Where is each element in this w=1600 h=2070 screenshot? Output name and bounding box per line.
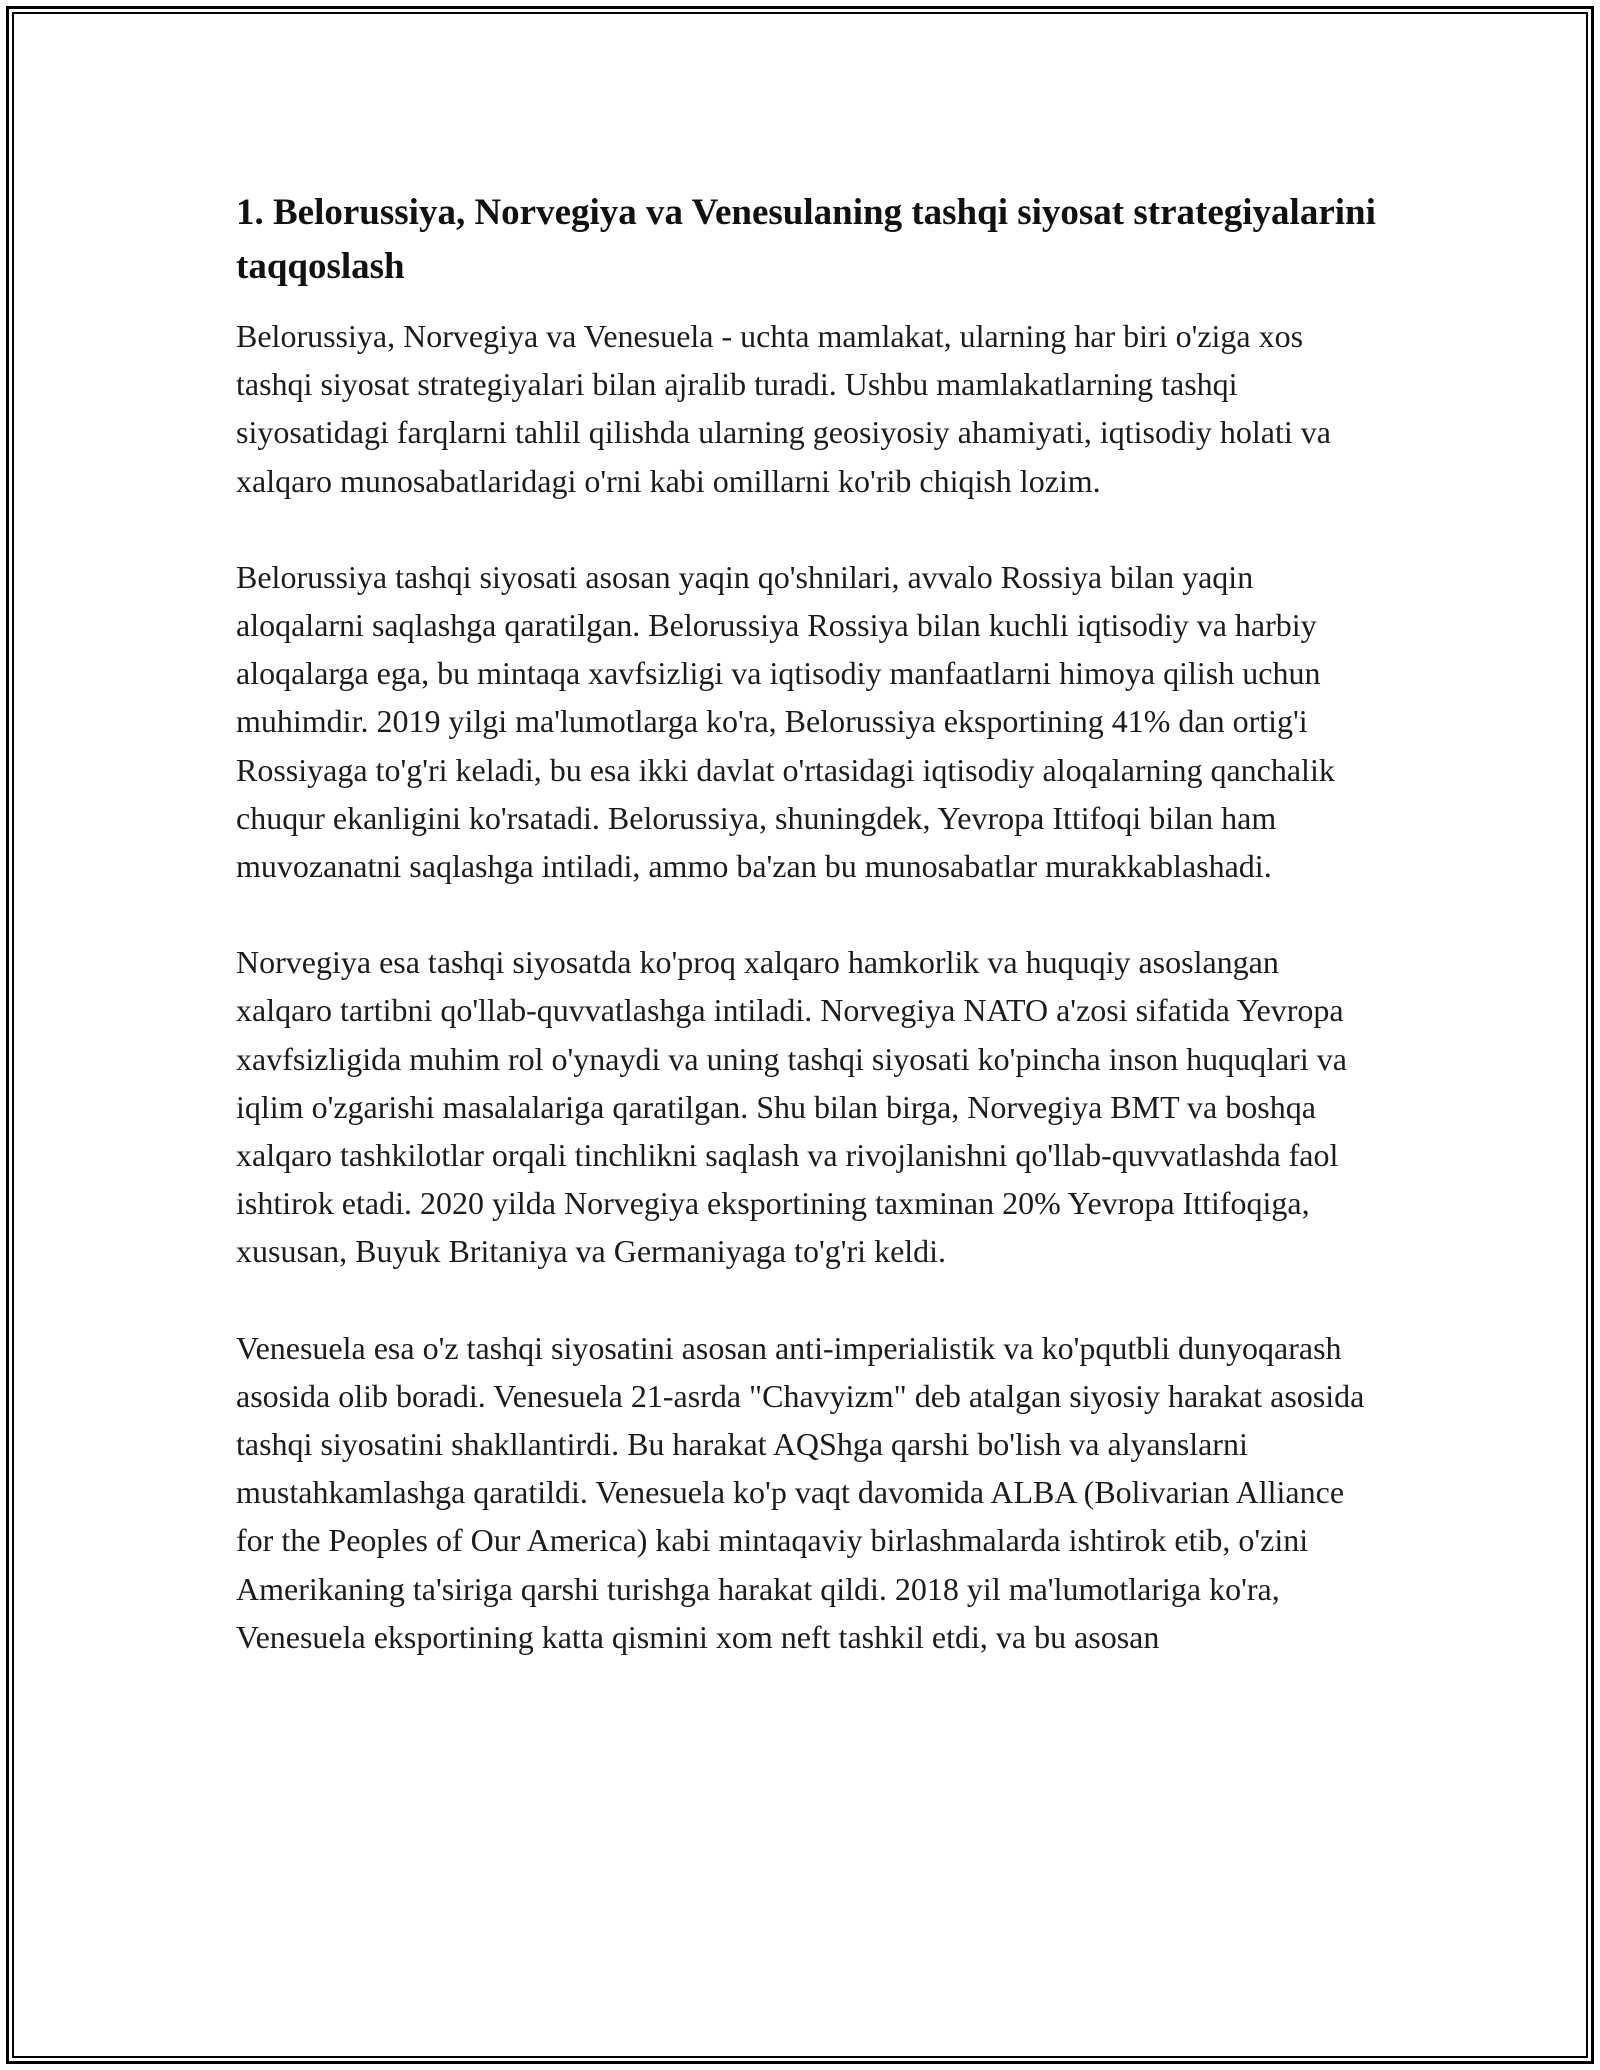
paragraph-venezuela: Venesuela esa o'z tashqi siyosatini asosan anti-imperialistik va ko'pqutbli dunyoqarash asosida olib boradi. Venesuela 21-asrda "Chavyizm" deb atalgan siyosiy harakat asosida tashqi siyosatini shakllantirdi. Bu harakat AQShga qarshi bo'lish va alyanslarni mustahkamlashga qaratildi. Venesuela ko'p vaqt davomida ALBA (Bolivarian Alliance for the Peoples of Our America) kabi mintaqaviy birlashmalarda ishtirok etib, o'zini Amerikaning ta'siriga qarshi turishga harakat qildi. 2018 yil ma'lumotlariga ko'ra, Venesuela eksportining katta qismini xom neft tashkil etdi, va bu asosan <box>236 1329 1365 1655</box>
document-body <box>236 186 1376 1661</box>
paragraph-intro: Belorussiya, Norvegiya va Venesuela - uchta mamlakat, ularning har biri o'ziga xos tashqi siyosat strategiyalari bilan ajralib turadi. Ushbu mamlakatlarning tashqi siyosatidagi farqlarni tahlil qilishda ularning geosiyosiy ahamiyati, iqtisodiy holati va xalqaro munosabatlaridagi o'rni kabi omillarni ko'rib chiqish lozim. <box>236 318 1331 499</box>
paragraph-norway: Norvegiya esa tashqi siyosatda ko'proq xalqaro hamkorlik va huquqiy asoslangan xalqaro tartibni qo'llab-quvvatlashga intiladi. Norvegiya NATO a'zosi sifatida Yevropa xavfsizligida muhim rol o'ynaydi va uning tashqi siyosati ko'pincha inson huquqlari va iqlim o'zgarishi masalalariga qaratilgan. Shu bilan birga, Norvegiya BMT va boshqa xalqaro tashkilotlar orqali tinchlikni saqlash va rivojlanishni qo'llab-quvvatlashda faol ishtirok etadi. 2020 yilda Norvegiya eksportining taxminan 20% Yevropa Ittifoqiga, xususan, Buyuk Britaniya va Germaniyaga to'g'ri keldi. <box>236 944 1347 1270</box>
paragraph-belarus: Belorussiya tashqi siyosati asosan yaqin qo'shnilari, avvalo Rossiya bilan yaqin aloqalarni saqlashga qaratilgan. Belorussiya Rossiya bilan kuchli iqtisodiy va harbiy aloqalarga ega, bu mintaqa xavfsizligi va iqtisodiy manfaatlarni himoya qilish uchun muhimdir. 2019 yilgi ma'lumotlarga ko'ra, Belorussiya eksportining 41% dan ortig'i Rossiyaga to'g'ri keladi, bu esa ikki davlat o'rtasidagi iqtisodiy aloqalarning qanchalik chuqur ekanligini ko'rsatadi. Belorussiya, shuningdek, Yevropa Ittifoqi bilan ham muvozanatni saqlashga intiladi, ammo ba'zan bu munosabatlar murakkablashadi. <box>236 558 1335 885</box>
document-title: 1. Belorussiya, Norvegiya va Venesulaning tashqi siyosat strategiyalarini taqqoslash <box>236 192 1376 287</box>
